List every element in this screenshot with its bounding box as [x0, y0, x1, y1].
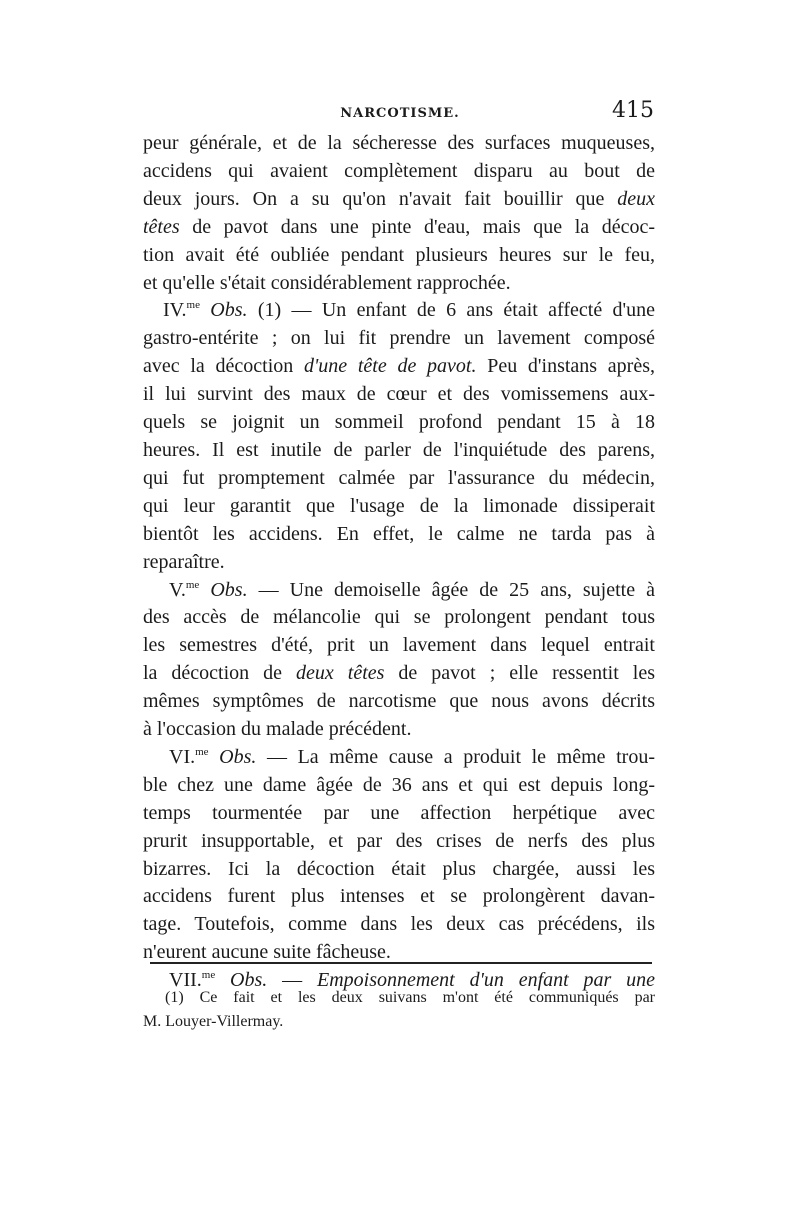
text-line: accidens furent plus intenses et se prolongèrent davan-	[143, 885, 655, 908]
text-line: qui leur garantit que l'usage de la limonade dissiperait	[143, 494, 655, 517]
footnote	[143, 986, 655, 1034]
text-line: n'eurent aucune suite fâcheuse.	[143, 941, 391, 964]
text-line: accidens qui avaient complètement disparu au bout de	[143, 159, 655, 182]
text-line: quels se joignit un sommeil profond pendant 15 à 18	[143, 411, 655, 434]
page-number: 415	[612, 98, 654, 123]
text-line: reparaître.	[143, 550, 225, 573]
text-line: la décoction de deux têtes de pavot ; elle ressentit les	[143, 662, 655, 685]
text-line: peur générale, et de la sécheresse des surfaces muqueuses,	[143, 132, 655, 154]
text-line: têtes de pavot dans une pinte d'eau, mais que la décoc-	[143, 215, 655, 238]
text-line: les semestres d'été, prit un lavement dans lequel entrait	[143, 634, 655, 657]
footnote-rule	[150, 962, 652, 964]
running-head	[140, 98, 660, 128]
text-line: temps tourmentée par une affection herpétique avec	[143, 801, 655, 824]
text-line: prurit insupportable, et par des crises de nerfs des plus	[143, 829, 655, 852]
text-line: et qu'elle s'était considérablement rapprochée.	[143, 271, 511, 294]
text-line: gastro-entérite ; on lui fit prendre un lavement composé	[143, 327, 655, 350]
text-line: deux jours. On a su qu'on n'avait fait bouillir que deux	[143, 187, 656, 210]
text-line: tion avait été oubliée pendant plusieurs heures sur le feu,	[143, 243, 655, 266]
text-line: à l'occasion du malade précédent.	[143, 718, 412, 741]
text-line: tage. Toutefois, comme dans les deux cas précédens, ils	[143, 913, 655, 936]
text-line: bientôt les accidens. En effet, le calme ne tarda pas à	[143, 522, 655, 545]
text-line: des accès de mélancolie qui se prolongent pendant tous	[143, 606, 655, 629]
observation-heading-iv: IV.$^{me}$ Obs. (1) — Un enfant de 6 ans était affecté d'une	[163, 299, 655, 322]
text-line: il lui survint des maux de cœur et des vomissemens aux-	[143, 383, 655, 406]
observation-heading-v: V.$^{me}$ Obs. — Une demoiselle âgée de 25 ans, sujette à	[169, 578, 655, 601]
body-text	[143, 130, 655, 995]
observation-heading-vi: VI.$^{me}$ Obs. — La même cause a produit le même trou-	[169, 745, 655, 768]
text-line: qui fut promptement calmée par l'assurance du médecin,	[143, 466, 655, 489]
text-line: mêmes symptômes de narcotisme que nous avons décrits	[143, 690, 655, 713]
observation-heading-vii: VII.$^{me}$ Obs. — Empoisonnement d'un enfant par une	[169, 969, 656, 992]
text-line: ble chez une dame âgée de 36 ans et qui est depuis long-	[143, 773, 655, 796]
text-line: heures. Il est inutile de parler de l'inquiétude des parens,	[143, 438, 655, 461]
running-title: NARCOTISME.	[340, 106, 460, 121]
footnote-line: M. Louyer-Villermay.	[143, 1013, 284, 1030]
footnote-line: (1) Ce fait et les deux suivans m'ont été communiqués par	[165, 989, 655, 1006]
text-line: bizarres. Ici la décoction était plus chargée, aussi les	[143, 857, 655, 880]
text-line: avec la décoction d'une tête de pavot. Peu d'instans après,	[143, 355, 656, 378]
